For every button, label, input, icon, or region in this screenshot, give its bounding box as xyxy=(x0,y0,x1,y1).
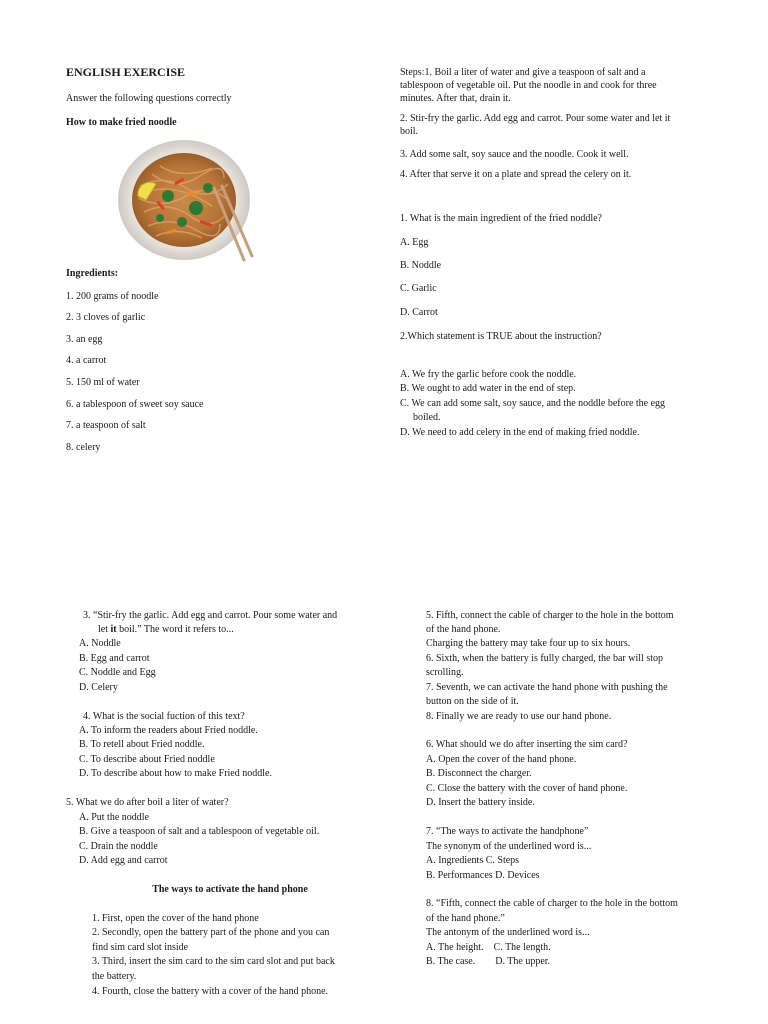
fried-noodle-photo xyxy=(116,136,258,264)
q3-option: C. Noddle and Egg xyxy=(79,667,156,678)
q3-text: boil.” The word it refers to... xyxy=(116,624,234,635)
q1-option: D. Carrot xyxy=(400,307,438,318)
ingredient-item: 2. 3 cloves of garlic xyxy=(66,312,146,323)
q5-option: C. Drain the noddle xyxy=(79,841,158,852)
ways-line: Charging the battery may take four up to six hours. xyxy=(426,638,631,649)
question-1: 1. What is the main ingredient of the fried noddle? xyxy=(400,213,602,224)
q3-bold-word: it xyxy=(110,624,117,635)
ingredient-item: 1. 200 grams of noodle xyxy=(66,291,159,302)
section-title: The ways to activate the hand phone xyxy=(152,884,308,895)
q1-option: C. Garlic xyxy=(400,283,437,294)
question-3: 3. “Stir-fry the garlic. Add egg and carrot. Pour some water and xyxy=(83,610,338,621)
ways-line: 3. Third, insert the sim card to the sim card slot and put back xyxy=(92,956,335,967)
q7-option: B. Performances D. Devices xyxy=(426,870,540,881)
q2-option: B. We ought to add water in the end of step. xyxy=(400,383,576,394)
q1-option: B. Noddle xyxy=(400,260,442,271)
q4-option: B. To retell about Fried noddle. xyxy=(79,739,205,750)
question-8-line-2: of the hand phone.” xyxy=(426,913,505,924)
q2-option: A. We fry the garlic before cook the noddle. xyxy=(400,369,577,380)
page-title: ENGLISH EXERCISE xyxy=(66,65,186,79)
ways-line: 4. Fourth, close the battery with a cover of the hand phone. xyxy=(92,986,329,997)
ingredient-item: 8. celery xyxy=(66,442,101,453)
steps-line: minutes. After that, drain it. xyxy=(400,93,511,104)
q5-option: D. Add egg and carrot xyxy=(79,855,168,866)
q2-option-continued: boiled. xyxy=(413,412,441,423)
step-4: 4. After that serve it on a plate and spread the celery on it. xyxy=(400,169,632,180)
ways-line: 7. Seventh, we can activate the hand phone with pushing the xyxy=(426,682,668,693)
q3-option: B. Egg and carrot xyxy=(79,653,150,664)
q6-option: B. Disconnect the charger. xyxy=(426,768,532,779)
question-7-line-2: The synonym of the underlined word is... xyxy=(426,841,592,852)
ways-line: the battery. xyxy=(92,971,137,982)
q4-option: C. To describe about Fried noddle xyxy=(79,754,215,765)
ingredients-heading: Ingredients: xyxy=(66,268,119,279)
steps-line: Steps:1. Boil a liter of water and give a teaspoon of salt and a xyxy=(400,67,646,78)
q3-option: A. Noddle xyxy=(79,638,121,649)
q3-text: let xyxy=(98,624,111,635)
ingredient-item: 6. a tablespoon of sweet soy sauce xyxy=(66,399,204,410)
q4-option: D. To describe about how to make Fried noddle. xyxy=(79,768,272,779)
ways-line: button on the side of it. xyxy=(426,696,519,707)
question-7: 7. “The ways to activate the handphone” xyxy=(426,826,589,837)
q4-option: A. To inform the readers about Fried noddle. xyxy=(79,725,258,736)
ways-line: 6. Sixth, when the battery is fully charged, the bar will stop xyxy=(426,653,663,664)
ways-line: 5. Fifth, connect the cable of charger to the hole in the bottom xyxy=(426,610,674,621)
q6-option: C. Close the battery with the cover of hand phone. xyxy=(426,783,628,794)
q5-option: B. Give a teaspoon of salt and a tablespoon of vegetable oil. xyxy=(79,826,320,837)
question-6: 6. What should we do after inserting the sim card? xyxy=(426,739,628,750)
q8-option: B. The case. D. The upper. xyxy=(426,956,551,967)
question-3-line-2 xyxy=(98,623,234,637)
q5-option: A. Put the noddle xyxy=(79,812,149,823)
ways-line: of the hand phone. xyxy=(426,624,501,635)
step-2-line: 2. Stir-fry the garlic. Add egg and carrot. Pour some water and let it xyxy=(400,113,671,124)
steps-line: tablespoon of vegetable oil. Put the noodle in and cook for three xyxy=(400,80,657,91)
q6-option: A. Open the cover of the hand phone. xyxy=(426,754,577,765)
q6-option: D. Insert the battery inside. xyxy=(426,797,535,808)
ways-line: scrolling. xyxy=(426,667,464,678)
ingredient-item: 7. a teaspoon of salt xyxy=(66,420,146,431)
ingredient-item: 4. a carrot xyxy=(66,355,107,366)
q7-option: A. Ingredients C. Steps xyxy=(426,855,520,866)
question-8: 8. “Fifth, connect the cable of charger to the hole in the bottom xyxy=(426,898,678,909)
ingredient-item: 3. an egg xyxy=(66,334,103,345)
q2-option: C. We can add some salt, soy sauce, and the noddle before the egg xyxy=(400,398,666,409)
ways-line: find sim card slot inside xyxy=(92,942,189,953)
recipe-title: How to make fried noodle xyxy=(66,117,177,128)
q1-option: A. Egg xyxy=(400,237,429,248)
q2-option: D. We need to add celery in the end of making fried noddle. xyxy=(400,427,640,438)
ways-line: 2. Secondly, open the battery part of the phone and you can xyxy=(92,927,330,938)
question-8-line-3: The antonym of the underlined word is... xyxy=(426,927,590,938)
step-3: 3. Add some salt, soy sauce and the noodle. Cook it well. xyxy=(400,149,629,160)
q8-option: A. The height. C. The length. xyxy=(426,942,551,953)
ways-line: 8. Finally we are ready to use our hand phone. xyxy=(426,711,612,722)
ingredient-item: 5. 150 ml of water xyxy=(66,377,140,388)
step-2-line: boil. xyxy=(400,126,419,137)
question-4: 4. What is the social fuction of this text? xyxy=(83,711,245,722)
question-2: 2.Which statement is TRUE about the instruction? xyxy=(400,331,602,342)
q3-option: D. Celery xyxy=(79,682,118,693)
ways-line: 1. First, open the cover of the hand phone xyxy=(92,913,259,924)
instruction-text: Answer the following questions correctly xyxy=(66,93,232,104)
question-5: 5. What we do after boil a liter of water? xyxy=(66,797,229,808)
